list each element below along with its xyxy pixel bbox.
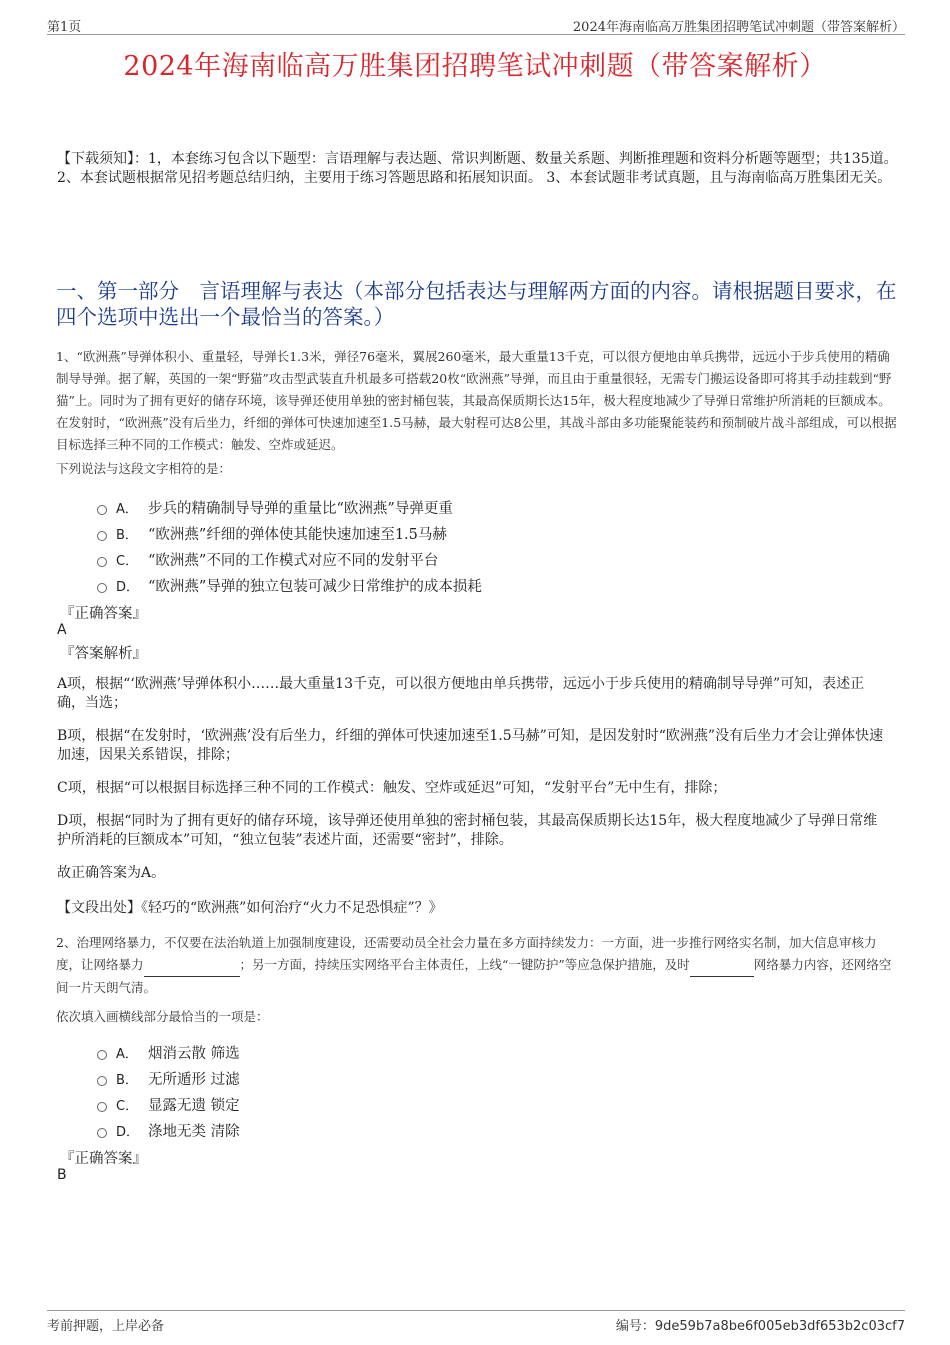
option-text: 显露无遗 锁定 (148, 1097, 240, 1114)
q1-analysis-label: 『答案解析』 (60, 646, 147, 662)
q1-options (97, 494, 482, 598)
option-text: 烟消云散 筛选 (148, 1045, 240, 1062)
q2-passage-part2: ；另一方面，持续压实网络平台主体责任，上线“一键防护”等应急保护措施，及时 (239, 957, 690, 972)
footer-slogan: 考前押题，上岸必备 (47, 1319, 165, 1334)
q1-option-a[interactable] (97, 494, 482, 520)
q2-option-d[interactable] (97, 1117, 240, 1143)
radio-icon[interactable] (97, 1076, 107, 1086)
footer-code-label: 编号： (615, 1319, 655, 1334)
document-title: 2024年海南临高万胜集团招聘笔试冲刺题（带答案解析） (123, 51, 827, 82)
page-number: 第1页 (47, 20, 82, 35)
q1-option-b[interactable] (97, 520, 482, 546)
option-text: 涤地无类 清除 (148, 1123, 240, 1140)
radio-icon[interactable] (97, 1050, 107, 1060)
radio-icon[interactable] (97, 557, 107, 567)
page-header (47, 14, 905, 35)
q1-analysis-c: C项，根据“可以根据目标选择三种不同的工作模式：触发、空炸或延迟”可知，“发射平台”无中生有，排除； (57, 780, 727, 796)
q2-option-b[interactable] (97, 1065, 240, 1091)
q2-options (97, 1039, 240, 1143)
option-key: B． (116, 1072, 138, 1088)
q1-passage-block (56, 346, 900, 456)
q1-option-c[interactable] (97, 546, 482, 572)
q2-option-a[interactable] (97, 1039, 240, 1065)
q2-question-block (56, 1006, 900, 1028)
q2-blank-2 (690, 954, 754, 977)
q2-passage-block (56, 932, 900, 999)
q2-option-c[interactable] (97, 1091, 240, 1117)
q2-passage (56, 932, 900, 999)
radio-icon[interactable] (97, 505, 107, 515)
option-key: D． (116, 579, 140, 595)
radio-icon[interactable] (97, 1102, 107, 1112)
q1-question: 下列说法与这段文字相符的是： (56, 461, 232, 476)
option-key: D． (116, 1124, 140, 1140)
download-notice: 【下载须知】：1，本套练习包含以下题型：言语理解与表达题、常识判断题、数量关系题、判断推理题和资料分析题等题型；共135道。 2、本套试题根据常见招考题总结归纳，主要用于练习答题思路和拓展知识面。 3、本套试题非考试真题，且与海南临高万胜集团无关。 (57, 151, 898, 186)
q2-answer: B (57, 1167, 67, 1183)
q1-analysis-d: D项，根据“同时为了拥有更好的储存环境，该导弹还使用单独的密封桶包装，其最高保质期长达15年，极大程度地减少了导弹日常维护所消耗的巨额成本”可知，“独立包装”表述片面，还需要“密封”，排除。 (57, 813, 878, 848)
radio-icon[interactable] (97, 531, 107, 541)
q1-option-d[interactable] (97, 572, 482, 598)
header-doc-title: 2024年海南临高万胜集团招聘笔试冲刺题（带答案解析） (572, 20, 905, 35)
option-key: A． (116, 501, 138, 517)
q2-answer-label: 『正确答案』 (60, 1151, 147, 1167)
option-text: “欧洲燕”纤细的弹体使其能快速加速至1.5马赫 (148, 526, 447, 543)
q1-passage: 1、“欧洲燕”导弹体积小、重量轻，导弹长1.3米，弹径76毫米，翼展260毫米，最大重量13千克，可以很方便地由单兵携带，远远小于步兵使用的精确制导导弹。据了解，英国的一架“野猫”攻击型武装直升机最多可搭载20枚“欧洲燕”导弹，而且由于重量很轻，无需专门搬运设备即可将其手动挂载到“野猫”上。同时为了拥有更好的储存环境，该导弹还使用单独的密封桶包装，其最高保质期长达15年，极大程度地减少了导弹日常维护所消耗的巨额成本。在发射时，“欧洲燕”没有后坐力，纤细的弹体可快速加速至1.5马赫，最大射程可达8公里，其战斗部由多功能聚能装药和预制破片战斗部组成，可以根据目标选择三种不同的工作模式：触发、空炸或延迟。 (56, 349, 897, 452)
option-text: 无所遁形 过滤 (148, 1071, 240, 1088)
radio-icon[interactable] (97, 583, 107, 593)
q2-passage-part3: 网络暴力内容，还网络空间一片天朗气清。 (56, 957, 892, 995)
q2-passage-part1: 2、治理网络暴力，不仅要在法治轨道上加强制度建设，还需要动员全社会力量在多方面持续发力：一方面，进一步推行网络实名制，加大信息审核力度，让网络暴力 (56, 935, 877, 972)
footer-code-value: 9de59b7a8be6f005eb3df653b2c03cf7 (654, 1319, 905, 1334)
q1-question-block (56, 458, 900, 480)
q1-answer-label: 『正确答案』 (60, 606, 147, 622)
q1-conclusion: 故正确答案为A。 (57, 865, 166, 881)
option-key: B． (116, 527, 138, 543)
q1-answer: A (57, 622, 67, 638)
footer-code (616, 1315, 905, 1334)
radio-icon[interactable] (97, 1128, 107, 1138)
q2-blank-1 (144, 954, 240, 977)
option-text: 步兵的精确制导导弹的重量比“欧洲燕”导弹更重 (148, 500, 453, 517)
option-key: C． (116, 553, 139, 569)
q1-analysis-b: B项，根据“在发射时，‘欧洲燕’没有后坐力，纤细的弹体可快速加速至1.5马赫”可知，是因发射时“欧洲燕”没有后坐力才会让弹体快速加速，因果关系错误，排除； (57, 728, 884, 763)
section-heading: 一、第一部分 言语理解与表达（本部分包括表达与理解两方面的内容。请根据题目要求，在四个选项中选出一个最恰当的答案。） (56, 279, 897, 329)
page-footer (47, 1310, 905, 1333)
option-key: C． (116, 1098, 139, 1114)
option-key: A． (116, 1046, 138, 1062)
option-text: “欧洲燕”不同的工作模式对应不同的发射平台 (148, 552, 439, 569)
q2-question: 依次填入画横线部分最恰当的一项是： (56, 1009, 269, 1024)
option-text: “欧洲燕”导弹的独立包装可减少日常维护的成本损耗 (148, 578, 482, 595)
q1-analysis-a: A项，根据“‘欧洲燕’导弹体积小……最大重量13千克，可以很方便地由单兵携带，远远小于步兵使用的精确制导导弹”可知，表述正确，当选； (57, 676, 865, 711)
q1-source: 【文段出处】《轻巧的“欧洲燕”如何治疗“火力不足恐惧症”？》 (57, 900, 443, 916)
